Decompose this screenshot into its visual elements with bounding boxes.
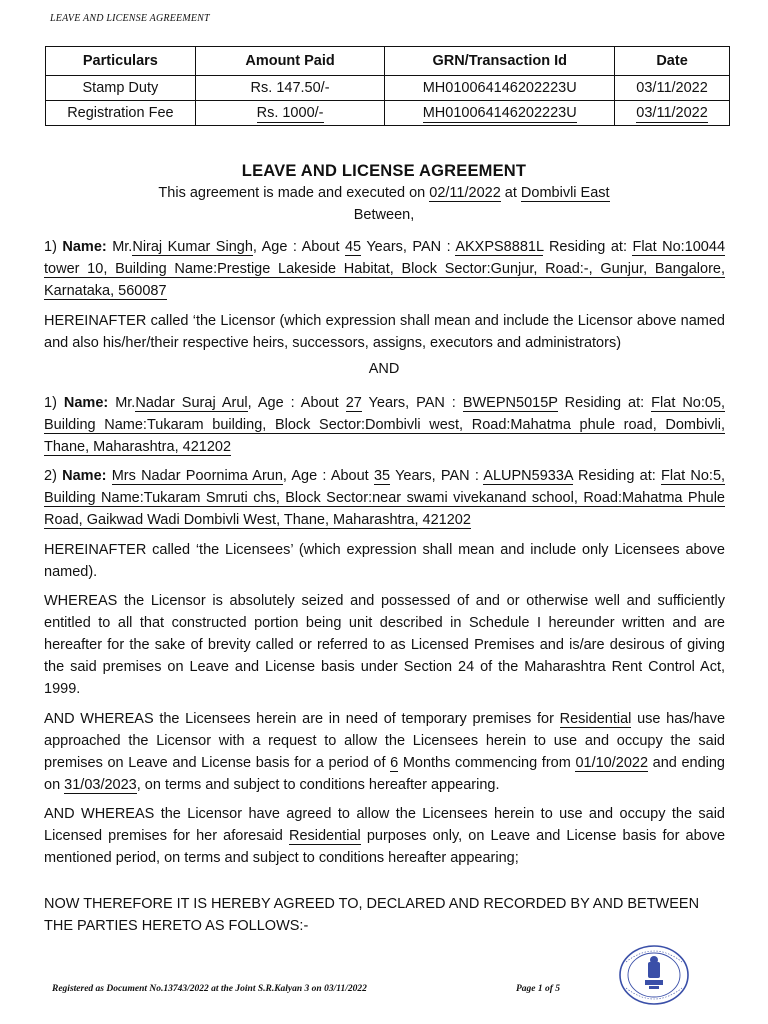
- document-title: LEAVE AND LICENSE AGREEMENT: [241, 162, 527, 180]
- age-label: , Age : About: [252, 239, 340, 255]
- table-row: [46, 76, 730, 101]
- whereas-clause-3: [44, 803, 725, 869]
- clause-text: purposes only, on Leave and License basis for above mentioned period, on terms and subject to conditions hereafter appearing;: [44, 828, 726, 866]
- licensor-clause: HEREINAFTER called ‘the Licensor (which expression shall mean and include the Licensor above named and also his/her/their respective heirs, successors, assigns, executors and administrators): [44, 313, 725, 351]
- fees-table: [45, 46, 730, 126]
- party-number: 1): [44, 395, 57, 411]
- licensee-party-2: [44, 465, 725, 531]
- table-row: [46, 101, 730, 126]
- name-label: Name:: [62, 239, 107, 255]
- column-header-particulars: Particulars: [46, 47, 196, 76]
- pan-label: Years, PAN :: [395, 468, 479, 484]
- whereas-clause-2: [44, 708, 725, 796]
- intro-at: at: [504, 185, 517, 201]
- license-months: 6: [390, 755, 399, 771]
- running-header: LEAVE AND LICENSE AGREEMENT: [50, 13, 210, 24]
- now-therefore-clause: NOW THEREFORE IT IS HEREBY AGREED TO, DECLARED AND RECORDED BY AND BETWEEN THE PARTIES HERETO AS FOLLOWS:-: [44, 896, 700, 934]
- licensee1-name: Nadar Suraj Arul: [135, 395, 248, 411]
- clause-text: , on terms and subject to conditions hereafter appearing.: [136, 777, 500, 793]
- start-date: 01/10/2022: [575, 755, 649, 771]
- clause-text: AND WHEREAS the Licensor have agreed to allow the Licensees herein to use and occupy the said Licensed premises for her aforesaid: [44, 806, 725, 844]
- table-cell: Stamp Duty: [46, 76, 196, 101]
- licensor-age: 45: [344, 239, 362, 255]
- licensee2-pan: ALUPN5933A: [483, 468, 573, 484]
- column-header-grn: GRN/Transaction Id: [385, 47, 615, 76]
- age-label: , Age : About: [282, 468, 369, 484]
- licensor-party: [44, 236, 725, 302]
- clause-text: AND WHEREAS the Licensees herein are in need of temporary premises for: [44, 711, 554, 727]
- licensee1-pan: BWEPN5015P: [462, 395, 558, 411]
- name-title: Mr.: [115, 395, 136, 411]
- residence-label: Residing at:: [578, 468, 656, 484]
- agreement-date: 02/11/2022: [429, 185, 501, 201]
- end-date: 31/03/2023: [64, 777, 137, 793]
- intro-prefix: This agreement is made and executed on: [158, 185, 426, 201]
- registration-seal-icon: [618, 944, 690, 1006]
- clause-text: and ending on: [44, 755, 725, 793]
- table-cell: 03/11/2022: [615, 76, 730, 101]
- licensee2-name: Mrs Nadar Poornima Arun: [111, 468, 283, 484]
- whereas-clause-1: WHEREAS the Licensor is absolutely seized and possessed of and or otherwise well and sufficiently entitled to all that constructed portion being unit described in Schedule I hereunder written and are hereafter for the sake of brevity called or referred to as Licensed Premises and is/are desirous of giving the said premises on Leave and License basis under Section 24 of the Maharashtra Rent Control Act, 1999.: [44, 593, 725, 697]
- age-label: , Age : About: [247, 395, 339, 411]
- table-header-row: [46, 47, 730, 76]
- licensee1-age: 27: [345, 395, 362, 411]
- licensee2-address: Flat No:5, Building Name:Tukaram Smruti chs, Block Sector:near swami vivekanand school, Road:Mahatma Phule Road, Gaikwad Wadi Dombivli West, Thane, Maharashtra, 421202: [44, 468, 726, 528]
- page-number: Page 1 of 5: [516, 984, 561, 994]
- table-cell: MH010064146202223U: [385, 76, 615, 101]
- premises-use: Residential: [559, 711, 632, 727]
- party-number: 2): [44, 468, 57, 484]
- clause-text: Months commencing from: [402, 755, 571, 771]
- licensee-party-1: [44, 392, 725, 458]
- table-cell: [195, 101, 385, 126]
- table-cell: Rs. 147.50/-: [195, 76, 385, 101]
- party-number: 1): [44, 239, 57, 255]
- licensees-clause: HEREINAFTER called ‘the Licensees’ (which expression shall mean and include only Licensees above named).: [44, 542, 725, 580]
- column-header-date: Date: [615, 47, 730, 76]
- agreement-place: Dombivli East: [520, 185, 610, 201]
- table-cell: [385, 101, 615, 126]
- licensor-name: Niraj Kumar Singh: [132, 239, 253, 255]
- residence-label: Residing at:: [564, 395, 645, 411]
- and-separator: AND: [368, 361, 400, 377]
- licensor-pan: AKXPS8881L: [455, 239, 544, 255]
- residence-label: Residing at:: [548, 239, 627, 255]
- pan-label: Years, PAN :: [366, 239, 451, 255]
- name-label: Name:: [62, 468, 107, 484]
- name-label: Name:: [63, 395, 109, 411]
- registration-footer: Registered as Document No.13743/2022 at the Joint S.R.Kalyan 3 on 03/11/2022: [52, 984, 367, 994]
- licensor-address: Flat No:10044 tower 10, Building Name:Prestige Lakeside Habitat, Block Sector:Gunjur, Road:-, Gunjur, Bangalore, Karnataka, 560087: [44, 239, 726, 299]
- between-line: Between,: [353, 207, 415, 223]
- column-header-amount: Amount Paid: [195, 47, 385, 76]
- table-cell: [615, 101, 730, 126]
- clause-text: use has/have approached the Licensor with a request to allow the Licensees herein to use and occupy the said premises on Leave and License basis for a period of: [44, 711, 726, 771]
- licensee1-address: Flat No:05, Building Name:Tukaram building, Block Sector:Dombivli west, Road:Mahatma phule road, Dombivli, Thane, Maharashtra, 421202: [44, 395, 726, 455]
- pan-label: Years, PAN :: [368, 395, 456, 411]
- date-value: 03/11/2022: [636, 105, 708, 121]
- premises-use: Residential: [288, 828, 361, 844]
- name-title: Mr.: [112, 239, 133, 255]
- table-cell: Registration Fee: [46, 101, 196, 126]
- grn-value: MH010064146202223U: [422, 105, 577, 121]
- intro-line: [0, 185, 768, 201]
- amount-value: Rs. 1000/-: [256, 105, 324, 121]
- licensee2-age: 35: [373, 468, 391, 484]
